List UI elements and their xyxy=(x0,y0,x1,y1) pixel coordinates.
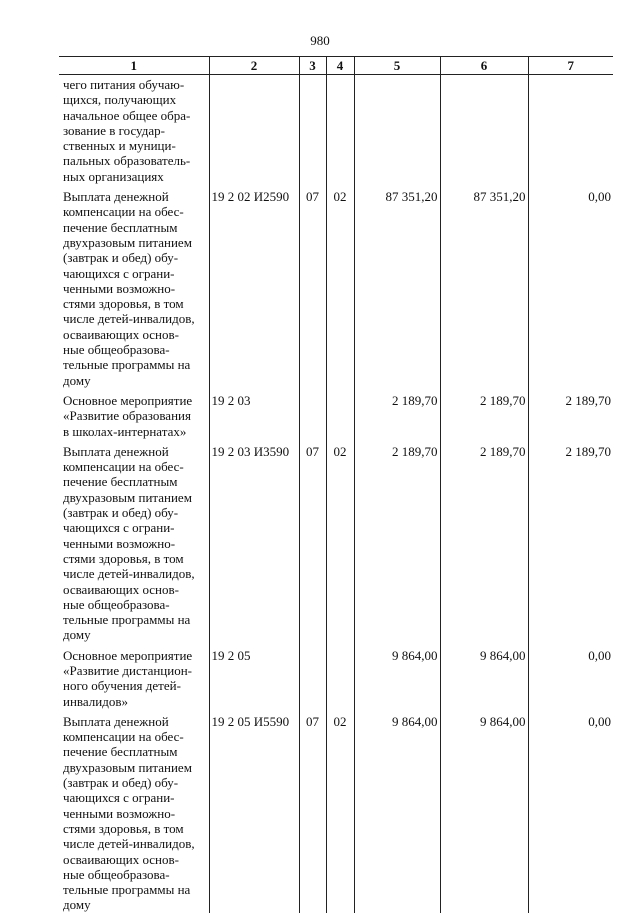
header-col-2: 2 xyxy=(209,57,299,75)
amount-col-7: 0,00 xyxy=(528,184,613,388)
table-row xyxy=(59,75,613,185)
target-code: 19 2 03 xyxy=(209,388,299,439)
section-code: 07 xyxy=(299,709,326,913)
amount-col-6: 2 189,70 xyxy=(440,388,528,439)
subsection-code xyxy=(326,643,354,709)
header-col-6: 6 xyxy=(440,57,528,75)
subsection-code xyxy=(326,388,354,439)
amount-col-6 xyxy=(440,75,528,185)
amount-col-5: 87 351,20 xyxy=(354,184,440,388)
subsection-code: 02 xyxy=(326,709,354,913)
amount-col-7: 0,00 xyxy=(528,643,613,709)
target-code: 19 2 05 xyxy=(209,643,299,709)
amount-col-7: 0,00 xyxy=(528,709,613,913)
subsection-code: 02 xyxy=(326,184,354,388)
table-row xyxy=(59,709,613,913)
page-number: 980 xyxy=(310,33,330,48)
header-col-5: 5 xyxy=(354,57,440,75)
target-code: 19 2 05 И5590 xyxy=(209,709,299,913)
section-code xyxy=(299,388,326,439)
subsection-code: 02 xyxy=(326,439,354,643)
amount-col-7: 2 189,70 xyxy=(528,388,613,439)
section-code xyxy=(299,75,326,185)
header-col-1: 1 xyxy=(59,57,209,75)
amount-col-6: 9 864,00 xyxy=(440,643,528,709)
item-name: Выплата денежной компенсации на обес- печение бесплатным двухразовым питанием (завтрак и обед) обу- чающихся с ограни- ченными возможно- стями здоровья, в том числе детей-инвалидов, осваивающих основ- ные общеобразова- тельные программы на дому xyxy=(59,184,209,388)
target-code: 19 2 03 И3590 xyxy=(209,439,299,643)
amount-col-6: 87 351,20 xyxy=(440,184,528,388)
table-row xyxy=(59,184,613,388)
table-row xyxy=(59,439,613,643)
budget-table xyxy=(59,56,613,913)
item-name: Выплата денежной компенсации на обес- печение бесплатным двухразовым питанием (завтрак и обед) обу- чающихся с ограни- ченными возможно- стями здоровья, в том числе детей-инвалидов, осваивающих основ- ные общеобразова- тельные программы на дому xyxy=(59,439,209,643)
section-code xyxy=(299,643,326,709)
amount-col-5: 2 189,70 xyxy=(354,388,440,439)
amount-col-7 xyxy=(528,75,613,185)
amount-col-5: 9 864,00 xyxy=(354,643,440,709)
header-col-3: 3 xyxy=(299,57,326,75)
amount-col-5: 9 864,00 xyxy=(354,709,440,913)
target-code: 19 2 02 И2590 xyxy=(209,184,299,388)
amount-col-6: 2 189,70 xyxy=(440,439,528,643)
table-row xyxy=(59,643,613,709)
item-name: Выплата денежной компенсации на обес- печение бесплатным двухразовым питанием (завтрак и обед) обу- чающихся с ограни- ченными возможно- стями здоровья, в том числе детей-инвалидов, осваивающих основ- ные общеобразова- тельные программы на дому xyxy=(59,709,209,913)
item-name: Основное мероприятие «Развитие дистанцион- ного обучения детей- инвалидов» xyxy=(59,643,209,709)
table-row xyxy=(59,388,613,439)
target-code xyxy=(209,75,299,185)
amount-col-5 xyxy=(354,75,440,185)
amount-col-5: 2 189,70 xyxy=(354,439,440,643)
amount-col-7: 2 189,70 xyxy=(528,439,613,643)
amount-col-6: 9 864,00 xyxy=(440,709,528,913)
item-name: чего питания обучаю- щихся, получающих начальное общее обра- зование в государ- ственных и муници- пальных образователь- ных организациях xyxy=(59,75,209,185)
section-code: 07 xyxy=(299,439,326,643)
item-name: Основное мероприятие «Развитие образования в школах-интернатах» xyxy=(59,388,209,439)
header-col-4: 4 xyxy=(326,57,354,75)
header-col-7: 7 xyxy=(528,57,613,75)
subsection-code xyxy=(326,75,354,185)
header-row xyxy=(59,57,613,75)
section-code: 07 xyxy=(299,184,326,388)
